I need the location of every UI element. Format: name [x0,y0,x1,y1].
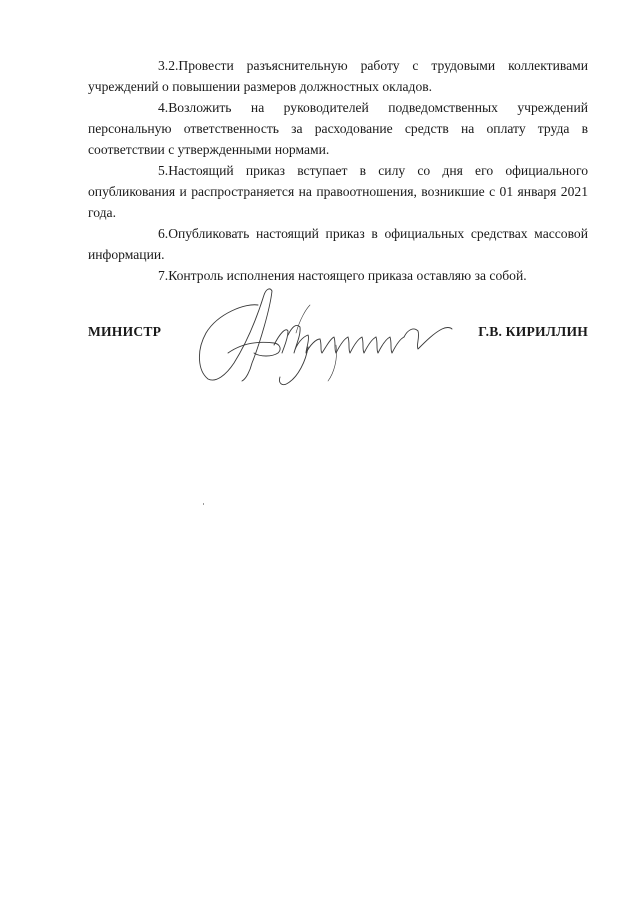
paragraph-text: Провести разъяснительную работу с трудовыми коллективами учреждений о повышении размеров должностных окладов. [88,58,588,94]
paragraph-number: 5. [158,163,169,178]
paragraph-5 [88,160,588,223]
signer-name: Г.В. КИРИЛЛИН [478,324,588,339]
paragraph-number: 7. [158,268,169,283]
paragraph-4 [88,97,588,160]
signer-role: МИНИСТР [88,324,162,339]
paragraph-number: 6. [158,226,169,241]
paragraph-6 [88,223,588,265]
paragraph-number: 3.2. [158,58,179,73]
paragraph-text: Настоящий приказ вступает в силу со дня его официального опубликования и распространяется на правоотношения, возникшие с 01 января 2021 года. [88,163,588,220]
handwritten-signature-icon [188,283,458,393]
paragraph-text: Опубликовать настоящий приказ в официальных средствах массовой информации. [88,226,588,262]
paragraph-3-2 [88,55,588,97]
paragraph-text: Контроль исполнения настоящего приказа оставляю за собой. [168,268,527,283]
paragraph-number: 4. [158,100,169,115]
scan-speck [203,503,204,505]
document-body [88,55,588,286]
paragraph-text: Возложить на руководителей подведомственных учреждений персональную ответственность за расходование средств на оплату труда в соответствии с утвержденными нормами. [88,100,588,157]
